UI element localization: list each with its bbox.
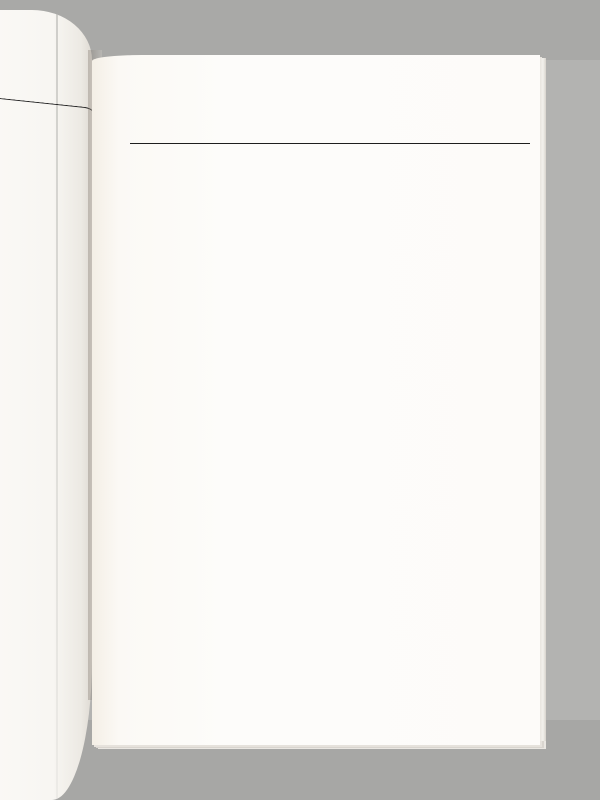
verse-line [148,212,152,226]
running-head-rule [130,143,530,144]
verse-line [148,175,152,189]
verse-line [148,156,152,170]
verse-line [148,250,152,264]
page-stack-edge [540,58,546,741]
page-crease [56,10,58,800]
verse-line [148,269,152,283]
left-page [0,10,92,800]
verse-line [148,231,152,245]
right-page [92,55,540,745]
